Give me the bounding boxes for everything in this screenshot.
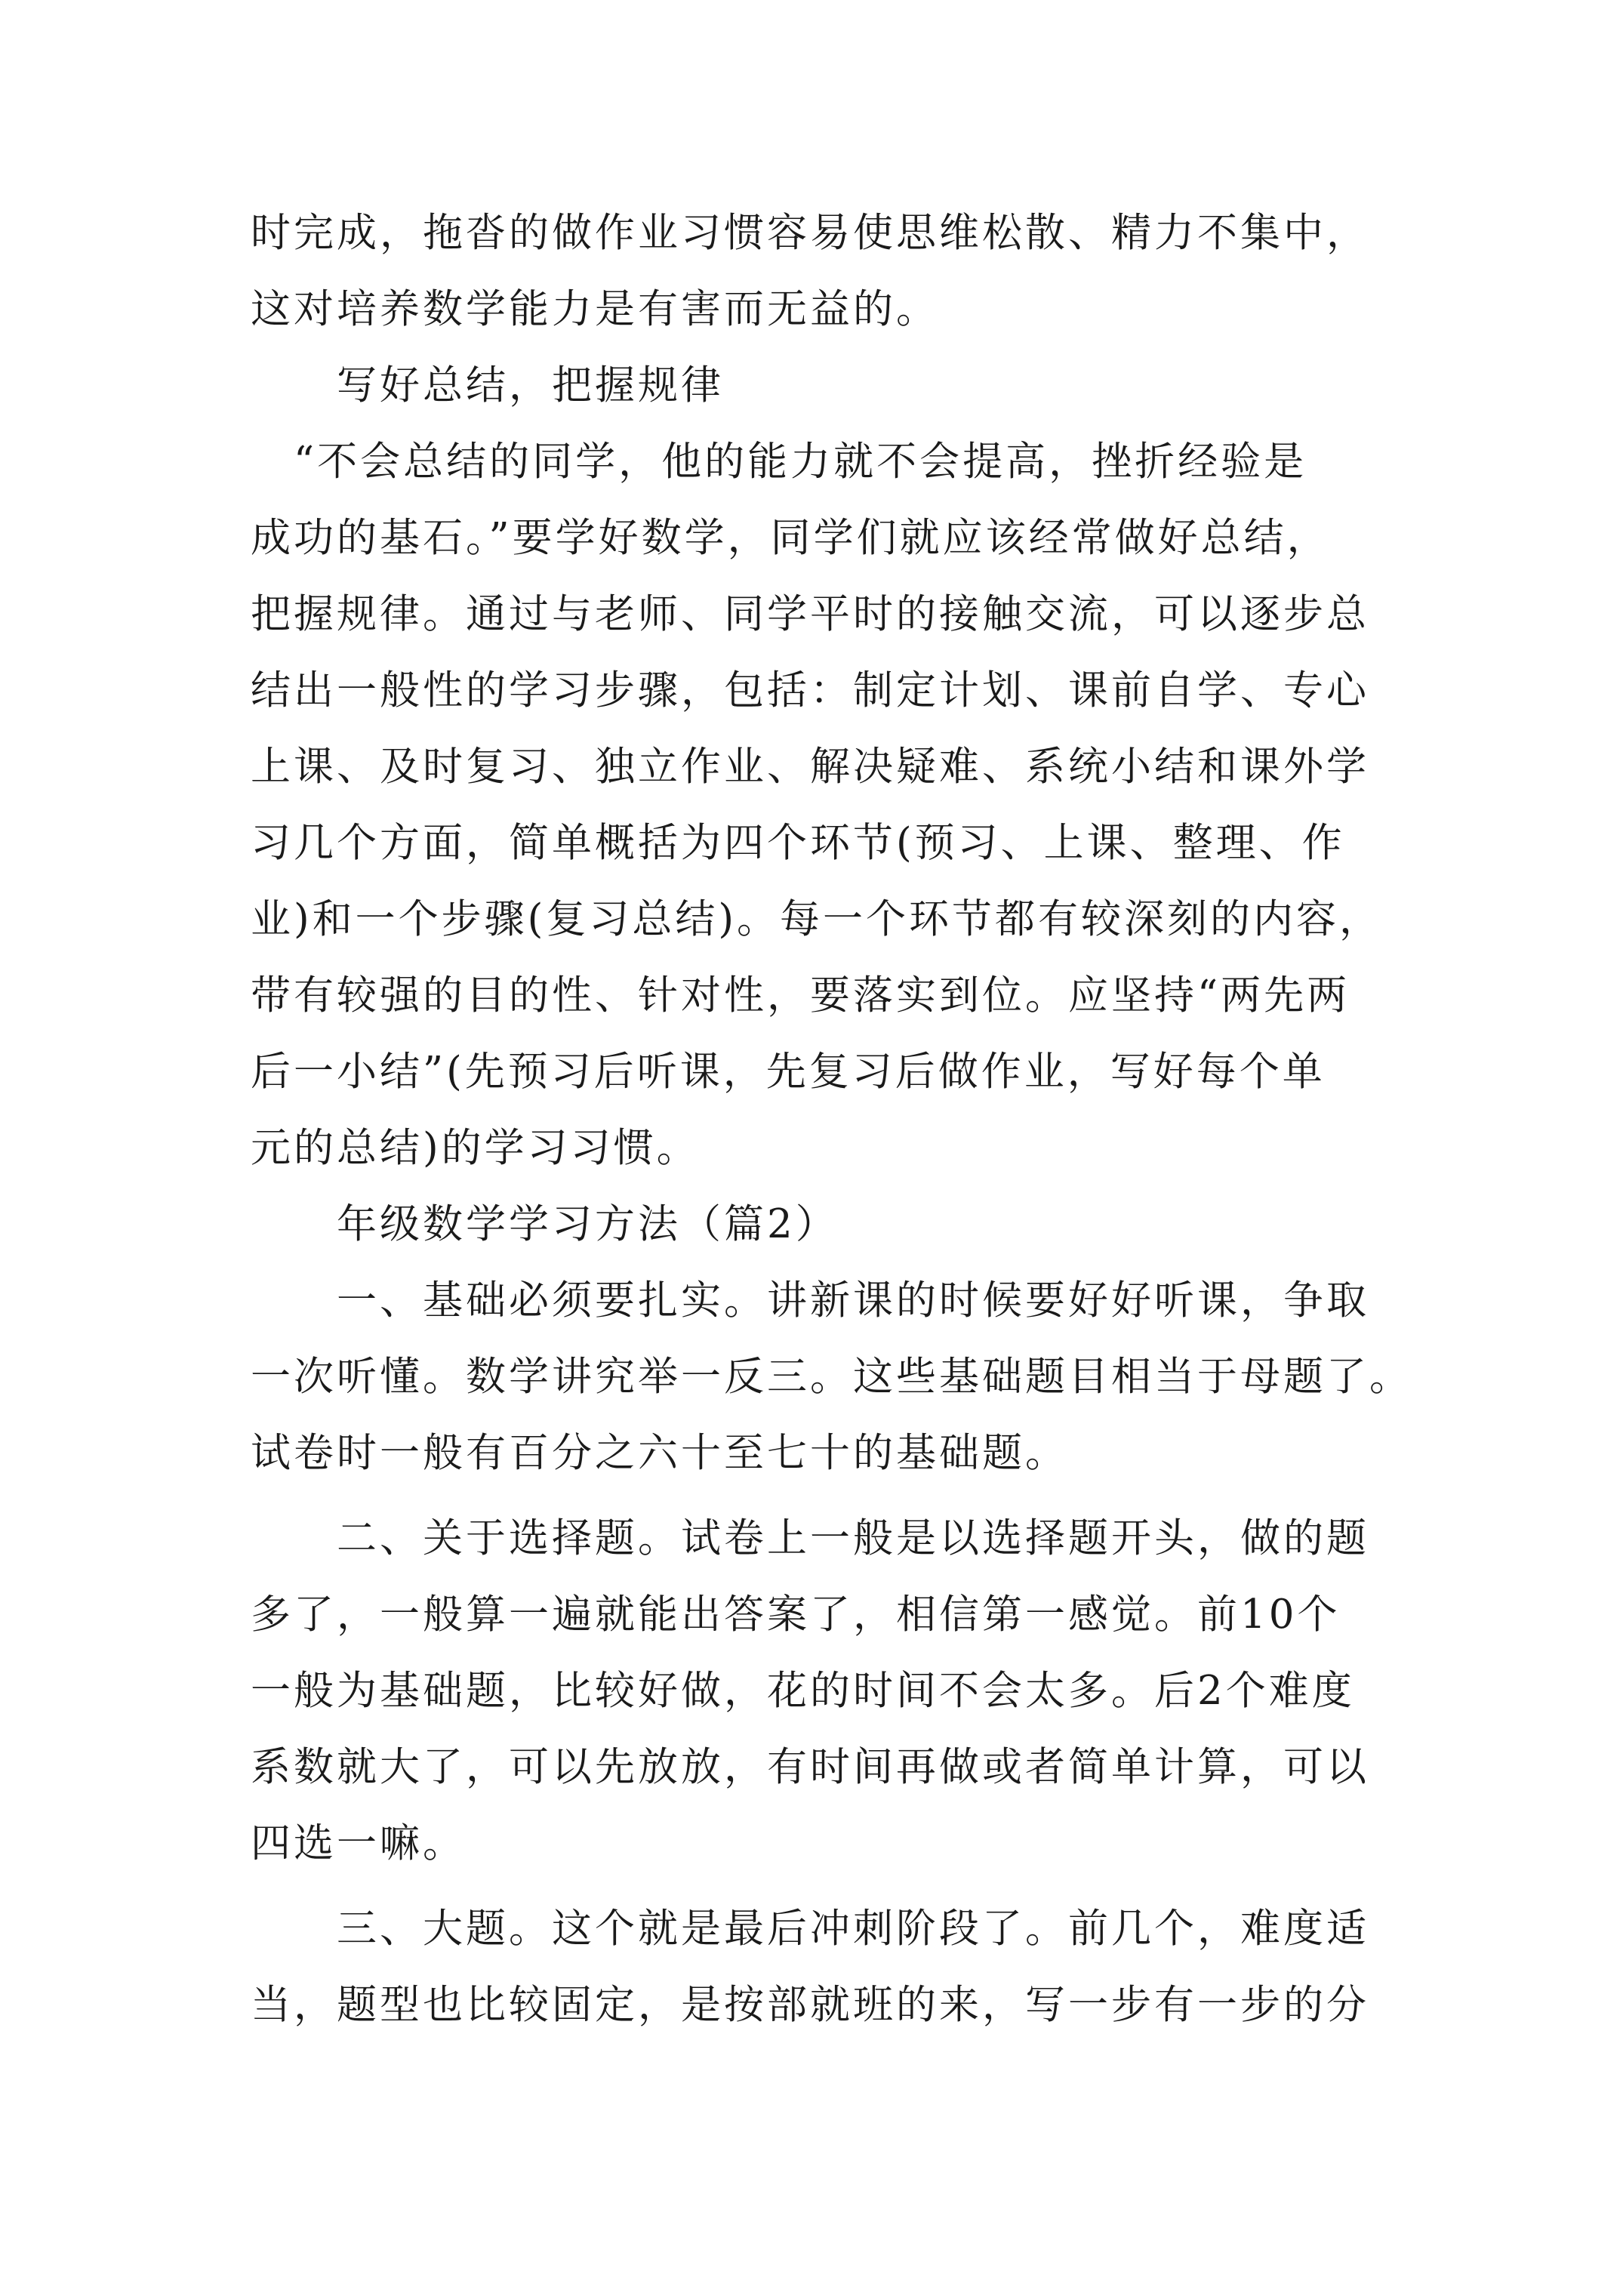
text-line: 把握规律。通过与老师、同学平时的接触交流，可以逐步总 — [251, 591, 1369, 637]
text-line: 多了，一般算一遍就能出答案了，相信第一感觉。前10个 — [251, 1592, 1341, 1638]
text-line: 一、基础必须要扎实。讲新课的时候要好好听课，争取 — [251, 1277, 1369, 1324]
text-line: “不会总结的同学，他的能力就不会提高，挫折经验是 — [251, 439, 1307, 485]
body-text — [251, 195, 1412, 2043]
text-line: 四选一嘛。 — [251, 1820, 466, 1866]
text-line: 三、大题。这个就是最后冲刺阶段了。前几个，难度适 — [251, 1906, 1369, 1952]
text-line: 习几个方面，简单概括为四个环节(预习、上课、整理、作 — [251, 820, 1345, 866]
text-line: 一般为基础题，比较好做，花的时间不会太多。后2个难度 — [251, 1668, 1355, 1714]
text-line: 元的总结)的学习习惯。 — [251, 1125, 700, 1171]
text-line: 一次听懂。数学讲究举一反三。这些基础题目相当于母题了。 — [251, 1354, 1412, 1400]
text-line: 结出一般性的学习步骤，包括：制定计划、课前自学、专心 — [251, 667, 1369, 713]
text-line: 业)和一个步骤(复习总结)。每一个环节都有较深刻的内容， — [251, 896, 1383, 942]
text-line: 二、关于选择题。试卷上一般是以选择题开头，做的题 — [251, 1515, 1369, 1561]
section-heading: 年级数学学习方法（篇2） — [251, 1201, 839, 1247]
text-line: 带有较强的目的性、针对性，要落实到位。应坚持“两先两 — [251, 972, 1350, 1019]
text-line: 时完成，拖沓的做作业习惯容易使思维松散、精力不集中， — [251, 210, 1369, 256]
text-line: 当，题型也比较固定，是按部就班的来，写一步有一步的分 — [251, 1982, 1369, 2028]
text-line: 上课、及时复习、独立作业、解决疑难、系统小结和课外学 — [251, 744, 1369, 790]
text-line: 这对培养数学能力是有害而无益的。 — [251, 286, 939, 332]
section-heading: 写好总结，把握规律 — [251, 362, 724, 408]
text-line: 系数就大了，可以先放放，有时间再做或者简单计算，可以 — [251, 1744, 1369, 1790]
text-line: 后一小结”(先预习后听课，先复习后做作业，写好每个单 — [251, 1049, 1326, 1095]
paragraph-gap — [251, 1491, 1398, 1500]
paragraph-gap — [251, 1881, 1398, 1891]
text-line: 成功的基石。”要学好数学，同学们就应该经常做好总结， — [251, 515, 1330, 561]
text-line: 试卷时一般有百分之六十至七十的基础题。 — [251, 1430, 1068, 1476]
